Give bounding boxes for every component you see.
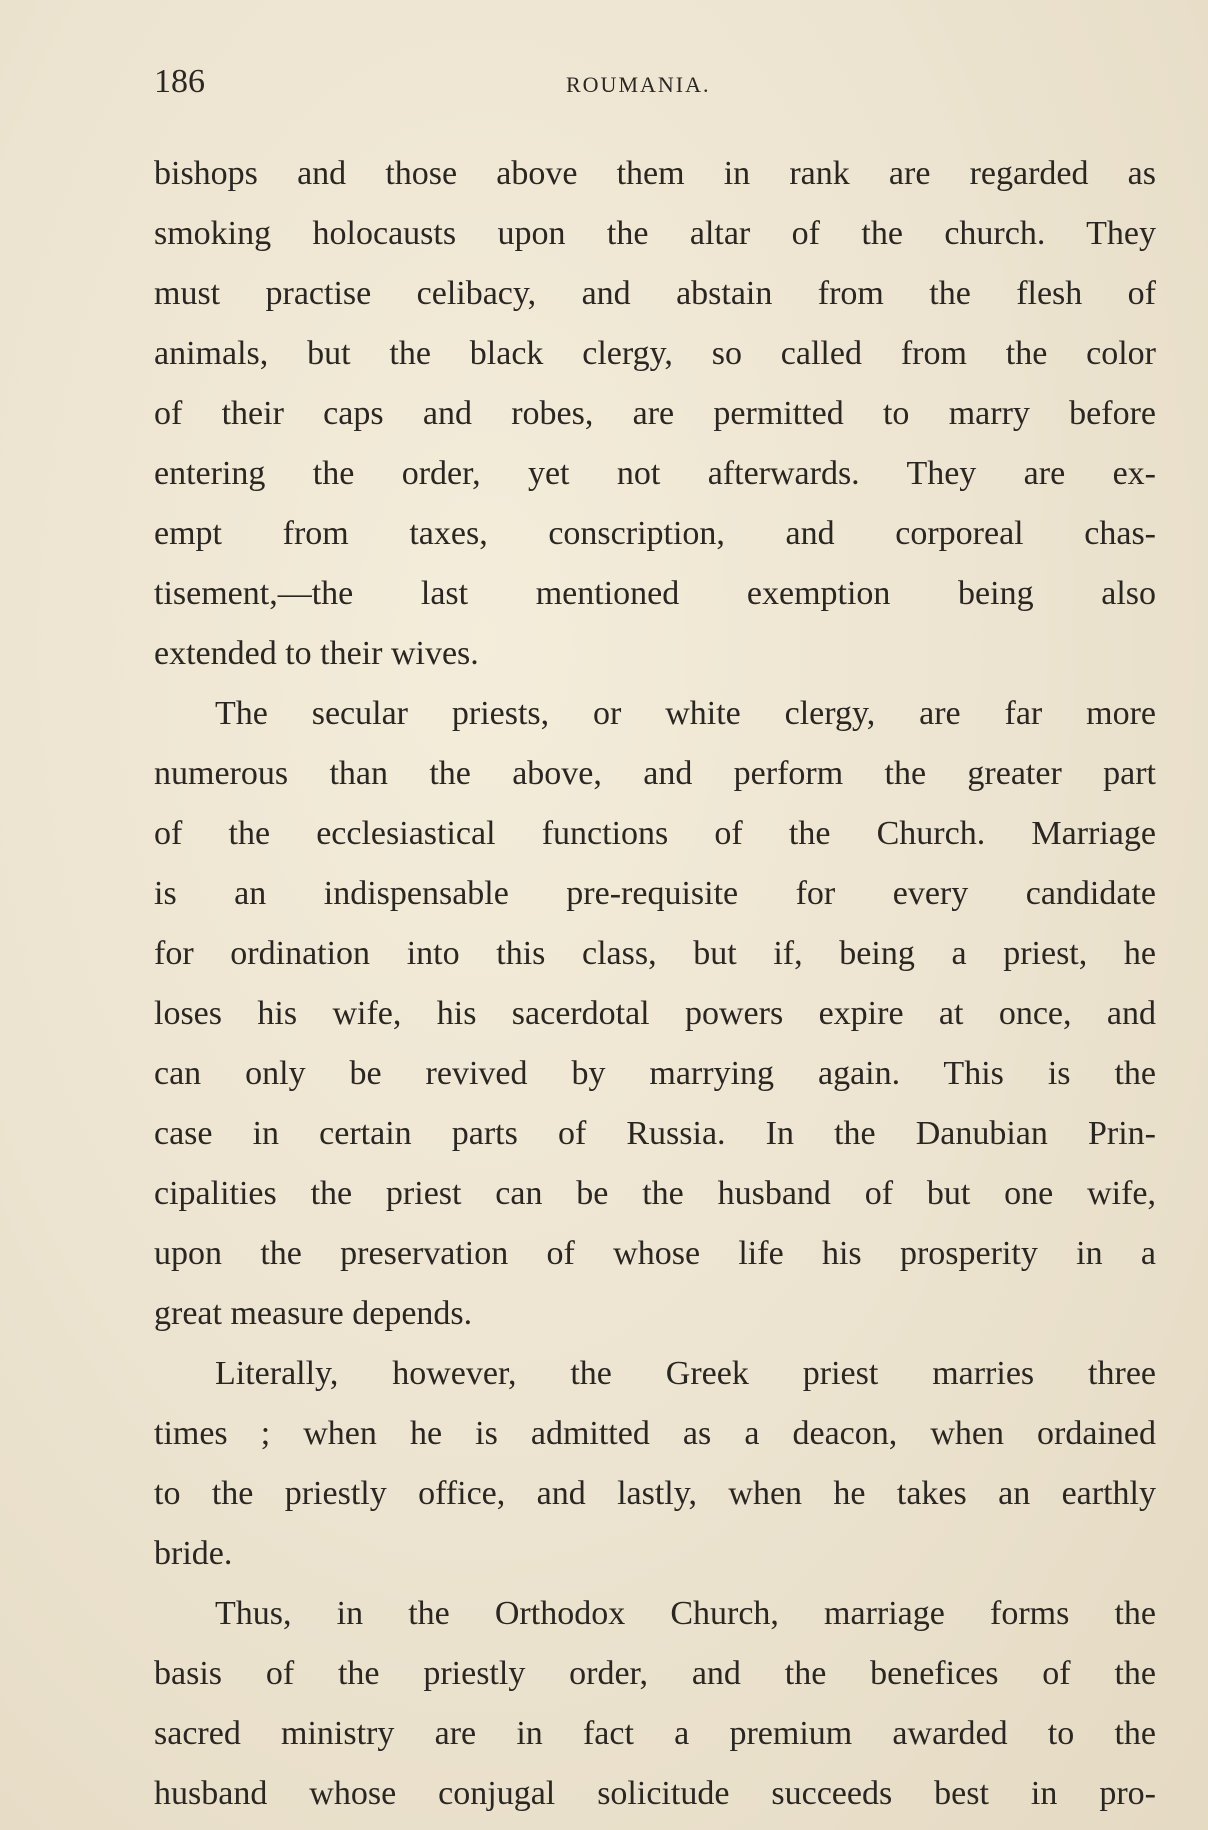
text-line: of the ecclesiastical functions of the Church. Marriage xyxy=(154,815,1156,852)
text-line: bride. xyxy=(154,1535,233,1572)
page-header xyxy=(154,62,1154,102)
text-line: case in certain parts of Russia. In the Danubian Prin- xyxy=(154,1115,1156,1152)
text-line: smoking holocausts upon the altar of the church. They xyxy=(154,215,1156,252)
text-line: upon the preservation of whose life his prosperity in a xyxy=(154,1235,1156,1272)
text-line: for ordination into this class, but if, being a priest, he xyxy=(154,935,1156,972)
text-line: sacred ministry are in fact a premium awarded to the xyxy=(154,1715,1156,1752)
text-line: of their caps and robes, are permitted to marry before xyxy=(154,395,1156,432)
paragraph-1 xyxy=(154,144,1156,684)
text-line: to the priestly office, and lastly, when he takes an earthly xyxy=(154,1475,1156,1512)
text-line: must practise celibacy, and abstain from the flesh of xyxy=(154,275,1156,312)
page-number: 186 xyxy=(154,63,205,100)
text-line: bishops and those above them in rank are regarded as xyxy=(154,155,1156,192)
text-line: cipalities the priest can be the husband of but one wife, xyxy=(154,1175,1156,1212)
paragraph-4 xyxy=(154,1584,1156,1824)
paragraph-3 xyxy=(154,1344,1156,1584)
text-line: can only be revived by marrying again. This is the xyxy=(154,1055,1156,1092)
text-line: is an indispensable pre-requisite for every candidate xyxy=(154,875,1156,912)
text-line: basis of the priestly order, and the benefices of the xyxy=(154,1655,1156,1692)
body-text xyxy=(154,144,1156,1824)
text-line: extended to their wives. xyxy=(154,635,479,672)
paragraph-2 xyxy=(154,684,1156,1344)
text-line: Literally, however, the Greek priest marries three xyxy=(215,1355,1156,1392)
text-line: tisement,—the last mentioned exemption being also xyxy=(154,575,1156,612)
text-line: animals, but the black clergy, so called from the color xyxy=(154,335,1156,372)
text-line: great measure depends. xyxy=(154,1295,473,1332)
text-line: entering the order, yet not afterwards. They are ex- xyxy=(154,455,1156,492)
text-line: loses his wife, his sacerdotal powers expire at once, and xyxy=(154,995,1156,1032)
text-line: Thus, in the Orthodox Church, marriage forms the xyxy=(215,1595,1156,1632)
running-head: ROUMANIA. xyxy=(566,72,711,97)
text-line: empt from taxes, conscription, and corporeal chas- xyxy=(154,515,1156,552)
text-line: The secular priests, or white clergy, are far more xyxy=(215,695,1156,732)
text-line: husband whose conjugal solicitude succeeds best in pro- xyxy=(154,1775,1156,1812)
text-line: numerous than the above, and perform the greater part xyxy=(154,755,1156,792)
text-line: times ; when he is admitted as a deacon, when ordained xyxy=(154,1415,1156,1452)
